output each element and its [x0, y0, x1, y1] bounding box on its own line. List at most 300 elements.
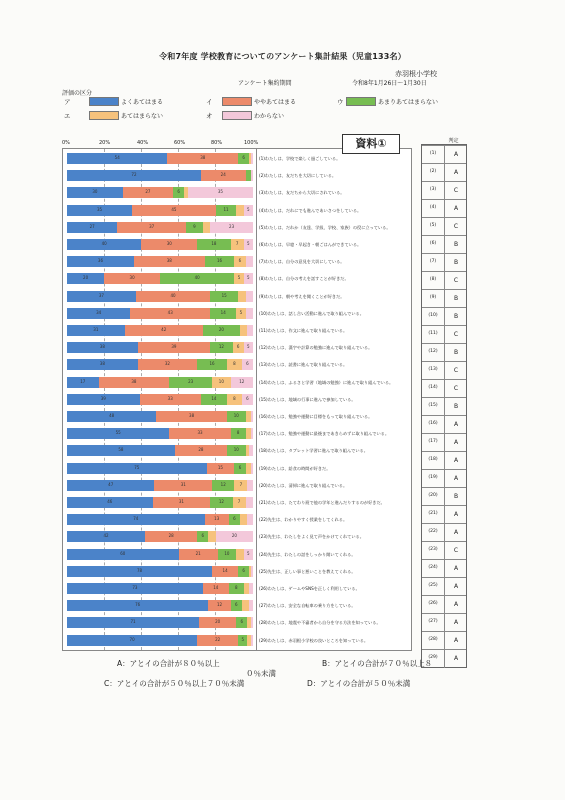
judge-item-number: (19) — [428, 475, 438, 480]
bar-segment — [251, 428, 253, 439]
bar-value-label: 37 — [149, 223, 155, 229]
bar-segment — [236, 205, 243, 216]
bar-row — [67, 222, 253, 233]
judge-item-number: (9) — [429, 295, 437, 300]
judge-row — [422, 145, 466, 164]
bar-value-label: 22 — [215, 636, 221, 642]
bar-segment — [205, 256, 235, 267]
bar-segment — [236, 549, 243, 560]
judge-row — [422, 181, 466, 200]
bar-value-label: 54 — [114, 155, 120, 160]
statement-column — [256, 148, 412, 651]
legend-letter-u: ウ — [337, 98, 344, 106]
bar-segment — [199, 617, 236, 628]
bar-segment — [231, 428, 246, 439]
bar-segment — [238, 566, 249, 577]
bar-segment — [236, 308, 245, 319]
judge-row — [422, 361, 466, 380]
bar-value-label: 24 — [220, 172, 226, 178]
judge-item-number: (1) — [429, 151, 437, 156]
judge-item-number: (17) — [428, 439, 438, 444]
statement-text: (29)わたしは、赤羽根小学校の良いところを知っている。 — [259, 637, 369, 643]
bar-value-label: 31 — [93, 327, 99, 332]
bar-segment — [67, 342, 138, 353]
bar-value-label: 76 — [135, 602, 141, 608]
judge-grade: A — [444, 506, 467, 524]
judge-row — [422, 289, 466, 308]
statement-text: (24)先生は、わたしの話をしっかり聞いてくれる。 — [259, 551, 356, 557]
bar-segment — [233, 342, 244, 353]
bar-segment — [231, 600, 242, 611]
judge-grade: A — [444, 452, 467, 470]
statement-text: (2)わたしは、友だちを大切にしている。 — [259, 173, 337, 179]
statement-text: (26)わたしは、ゲームやSNSを正しく利用している。 — [259, 586, 360, 591]
bar-segment — [167, 153, 238, 164]
bar-segment — [169, 377, 212, 388]
statement-text: (11)わたしは、作文に進んで取り組んでいる。 — [259, 328, 348, 333]
bar-row — [67, 273, 253, 284]
judge-row — [422, 271, 466, 290]
bar-value-label: 45 — [171, 206, 177, 212]
bar-value-label: 31 — [180, 481, 186, 487]
bar-segment — [67, 411, 156, 422]
judge-grade: A — [444, 146, 467, 164]
bar-segment — [251, 566, 253, 577]
bar-value-label: 10 — [233, 447, 239, 453]
judge-grade: A — [444, 560, 467, 578]
bar-segment — [67, 359, 138, 370]
statement-text: (1)わたしは、学校で楽しく過ごしている。 — [259, 156, 341, 161]
judge-grade: A — [444, 524, 467, 542]
bar-segment — [242, 600, 249, 611]
bar-segment — [134, 256, 205, 267]
bar-value-label: 16 — [209, 361, 215, 367]
bar-segment — [233, 497, 246, 508]
bar-value-label: 6 — [246, 395, 249, 401]
bar-value-label: 8 — [234, 585, 238, 590]
bar-value-label: 12 — [239, 378, 245, 384]
judge-row — [422, 397, 466, 416]
bar-value-label: 34 — [96, 309, 102, 315]
bar-value-label: 28 — [198, 447, 204, 453]
bar-segment — [160, 273, 234, 284]
judge-row — [422, 577, 466, 596]
judge-item-number: (11) — [428, 331, 438, 336]
judge-item-number: (20) — [428, 493, 438, 498]
bar-value-label: 38 — [166, 258, 172, 264]
bar-segment — [242, 359, 253, 370]
judge-item-number: (22) — [428, 529, 438, 534]
bar-segment — [208, 531, 215, 542]
bar-segment — [67, 239, 141, 250]
judge-row — [422, 217, 466, 236]
bar-value-label: 31 — [178, 499, 184, 504]
judge-row — [422, 343, 466, 362]
bar-value-label: 6 — [233, 516, 236, 522]
bar-segment — [212, 566, 238, 577]
bar-segment — [244, 273, 253, 284]
legend-letter-i: イ — [206, 98, 213, 106]
judge-item-number: (18) — [428, 457, 438, 462]
statement-text: (27)わたしは、安全な自転車の乗り方をしている。 — [259, 603, 356, 609]
bar-value-label: 30 — [129, 275, 135, 281]
statement-text: (16)わたしは、勉強や運動に目標をもって取り組んでいる。 — [259, 414, 373, 419]
judge-item-number: (25) — [428, 583, 438, 588]
bar-value-label: 42 — [161, 327, 167, 332]
judge-row — [422, 415, 466, 434]
statement-text: (28)わたしは、地震や不審者から自分を守る方法を知っている。 — [259, 620, 381, 626]
criteria-b-line2: ０％未満 — [246, 669, 276, 678]
bar-segment — [67, 428, 169, 439]
judge-item-number: (5) — [429, 223, 437, 228]
bar-row — [67, 411, 253, 422]
judge-grade: A — [444, 578, 467, 596]
judge-row — [422, 307, 466, 326]
bar-row — [67, 377, 253, 388]
judge-grade: B — [444, 290, 467, 308]
bar-value-label: 35 — [217, 189, 223, 195]
bar-value-label: 5 — [247, 241, 250, 246]
bar-segment — [67, 187, 123, 198]
bar-row — [67, 497, 253, 508]
bar-segment — [67, 222, 117, 233]
judge-grade: B — [444, 236, 467, 254]
bar-value-label: 5 — [237, 275, 241, 281]
legend-label-a: よくあてはまる — [121, 99, 164, 106]
bar-segment — [179, 549, 218, 560]
bar-value-label: 15 — [221, 292, 227, 298]
bar-value-label: 72 — [131, 172, 137, 178]
bar-segment — [251, 170, 253, 181]
bar-value-label: 38 — [189, 413, 195, 418]
statement-text: (18)わたしは、タブレット学習に進んで取り組んでいる。 — [259, 448, 368, 454]
bar-segment — [67, 273, 104, 284]
legend-swatch-e — [89, 111, 119, 120]
bar-value-label: 6 — [240, 619, 244, 625]
bar-value-label: 5 — [247, 275, 250, 281]
bar-value-label: 6 — [234, 602, 238, 608]
bar-value-label: 42 — [103, 533, 109, 539]
bar-row — [67, 256, 253, 267]
bar-value-label: 5 — [247, 206, 250, 212]
bar-value-label: 6 — [177, 189, 180, 195]
judge-row — [422, 199, 466, 218]
bar-segment — [201, 170, 246, 181]
bar-segment — [67, 463, 207, 474]
judge-grade: C — [444, 182, 467, 200]
bar-segment — [67, 377, 99, 388]
judge-row — [422, 163, 466, 182]
bar-segment — [227, 411, 246, 422]
bar-row — [67, 566, 253, 577]
bar-segment — [238, 291, 245, 302]
judge-item-number: (10) — [428, 313, 438, 318]
bar-value-label: 23 — [229, 223, 235, 229]
bar-value-label: 16 — [216, 258, 223, 264]
legend-label-o: わからない — [254, 113, 285, 120]
bar-segment — [244, 549, 253, 560]
bar-value-label: 5 — [241, 636, 245, 642]
bar-value-label: 70 — [129, 636, 135, 642]
statement-text: (20)わたしは、清掃に進んで取り組んでいる。 — [259, 482, 348, 488]
period-value: 令和8年1月26日～1月30日 — [352, 80, 427, 87]
bar-value-label: 20 — [218, 327, 224, 332]
judge-grade: B — [444, 398, 467, 416]
bar-value-label: 74 — [133, 516, 139, 522]
judge-row — [422, 523, 466, 542]
bar-segment — [247, 514, 253, 525]
bar-value-label: 12 — [216, 602, 223, 608]
school-name: 赤羽根小学校 — [395, 70, 437, 78]
judge-row — [422, 469, 466, 488]
legend-swatch-i — [222, 97, 252, 106]
statement-text: (12)わたしは、漢字や計算の勉強に進んで取り組んでいる。 — [259, 345, 373, 351]
bar-value-label: 28 — [168, 533, 174, 539]
bar-value-label: 30 — [92, 189, 98, 195]
judge-row — [422, 505, 466, 524]
judge-item-number: (29) — [428, 655, 438, 660]
bar-segment — [140, 394, 201, 405]
bar-segment — [216, 205, 236, 216]
bar-value-label: 43 — [167, 309, 173, 315]
bar-row — [67, 205, 253, 216]
bar-value-label: 14 — [220, 309, 226, 315]
bar-value-label: 20 — [83, 275, 89, 281]
bar-segment — [205, 514, 229, 525]
bar-segment — [67, 256, 134, 267]
bar-value-label: 6 — [242, 567, 245, 573]
bar-row — [67, 153, 253, 164]
bar-segment — [240, 325, 247, 336]
judge-grade: A — [444, 434, 467, 452]
bar-segment — [249, 583, 253, 594]
statement-text: (5)わたしは、だれか（友達、学級、学校、家族）の役に立っている。 — [259, 224, 391, 230]
bar-segment — [197, 359, 227, 370]
bar-row — [67, 463, 253, 474]
bar-value-label: 33 — [167, 395, 173, 401]
statement-text: (6)わたしは、早寝・早起き・朝ごはんができている。 — [259, 242, 362, 247]
bar-segment — [246, 308, 253, 319]
bar-row — [67, 480, 253, 491]
bar-segment — [125, 325, 203, 336]
bar-row — [67, 445, 253, 456]
bar-segment — [210, 222, 253, 233]
bar-segment — [123, 187, 173, 198]
bar-segment — [212, 377, 231, 388]
bar-value-label: 71 — [130, 619, 136, 625]
bar-value-label: 5 — [239, 309, 243, 315]
bar-value-label: 39 — [100, 395, 106, 401]
statement-text: (15)わたしは、地域の行事に進んで参加している。 — [259, 396, 356, 402]
legend-letter-e: エ — [64, 112, 71, 120]
bar-segment — [238, 635, 247, 646]
bar-segment — [229, 514, 240, 525]
bar-value-label: 40 — [101, 241, 107, 246]
x-tick: 100% — [244, 140, 259, 146]
bar-value-label: 8 — [233, 361, 236, 367]
judge-row — [422, 253, 466, 272]
bar-value-label: 20 — [231, 533, 237, 539]
x-tick: 80% — [211, 140, 223, 146]
bar-value-label: 38 — [99, 361, 105, 367]
bar-segment — [67, 566, 212, 577]
bar-value-label: 37 — [98, 292, 104, 298]
bar-segment — [210, 291, 238, 302]
statement-text: (9)わたしは、朝や考えを聞くことが好きだ。 — [259, 293, 345, 299]
bar-value-label: 39 — [171, 344, 177, 350]
bar-segment — [67, 480, 154, 491]
bar-value-label: 30 — [166, 241, 172, 246]
bar-value-label: 40 — [194, 275, 200, 281]
bar-value-label: 38 — [99, 344, 105, 350]
bar-segment — [203, 583, 229, 594]
bar-segment — [203, 222, 210, 233]
bar-segment — [229, 583, 244, 594]
bar-value-label: 10 — [224, 550, 230, 556]
bar-segment — [244, 239, 253, 250]
judge-grade: A — [444, 596, 467, 614]
judge-row — [422, 325, 466, 344]
bar-segment — [99, 377, 170, 388]
bar-value-label: 8 — [233, 395, 236, 401]
judge-row — [422, 613, 466, 632]
bar-value-label: 14 — [213, 585, 219, 590]
bar-segment — [156, 411, 227, 422]
bar-segment — [67, 445, 175, 456]
bar-value-label: 27 — [145, 189, 151, 195]
judge-row — [422, 235, 466, 254]
bar-value-label: 13 — [214, 516, 220, 522]
bar-value-label: 36 — [97, 258, 104, 264]
bar-row — [67, 617, 253, 628]
bar-value-label: 9 — [193, 223, 196, 229]
bar-segment — [67, 394, 140, 405]
judge-row — [422, 379, 466, 398]
bar-segment — [197, 239, 230, 250]
criteria-b-line1: B：アとイの合計が７０％以上８ — [322, 659, 433, 668]
bar-row — [67, 325, 253, 336]
bar-segment — [67, 170, 201, 181]
x-tick: 20% — [99, 140, 111, 146]
judge-grade: C — [444, 542, 467, 560]
bar-value-label: 20 — [215, 619, 221, 625]
bar-value-label: 6 — [238, 258, 242, 264]
bar-value-label: 14 — [222, 567, 228, 573]
bar-segment — [67, 325, 125, 336]
bar-segment — [247, 480, 253, 491]
criteria-d: D：アとイの合計が５０％未満 — [307, 679, 411, 688]
judge-grade: A — [444, 632, 467, 650]
bar-segment — [236, 617, 247, 628]
bar-segment — [138, 342, 211, 353]
bar-value-label: 12 — [218, 344, 224, 350]
judge-grade: B — [444, 308, 467, 326]
bar-value-label: 12 — [220, 481, 226, 487]
bar-segment — [216, 531, 253, 542]
bar-value-label: 11 — [223, 206, 229, 212]
bar-segment — [251, 463, 253, 474]
statement-text: (10)わたしは、話し合い活動に進んで取り組んでいる。 — [259, 310, 364, 316]
judge-item-number: (3) — [429, 187, 437, 192]
bar-value-label: 7 — [237, 499, 241, 504]
bar-segment — [246, 256, 253, 267]
bar-value-label: 17 — [80, 378, 86, 384]
bar-value-label: 6 — [246, 361, 249, 367]
bar-row — [67, 359, 253, 370]
bar-segment — [169, 428, 230, 439]
bar-value-label: 23 — [188, 378, 194, 384]
bar-segment — [67, 583, 203, 594]
bar-row — [67, 308, 253, 319]
bar-row — [67, 239, 253, 250]
bar-segment — [132, 205, 216, 216]
judge-table — [421, 144, 467, 668]
judge-grade: C — [444, 326, 467, 344]
statement-text: (3)わたしは、友だちから大切にされている。 — [259, 190, 345, 196]
judge-grade: A — [444, 164, 467, 182]
bar-value-label: 8 — [236, 430, 240, 436]
criteria-c: C：アとイの合計が５０％以上７０％未満 — [104, 679, 245, 688]
judge-item-number: (15) — [428, 403, 438, 408]
legend-swatch-a — [89, 97, 119, 106]
bar-segment — [227, 445, 246, 456]
bar-segment — [197, 531, 208, 542]
judge-row — [422, 559, 466, 578]
bar-segment — [67, 497, 153, 508]
bar-segment — [251, 153, 253, 164]
judge-item-number: (21) — [428, 511, 438, 516]
judge-grade: B — [444, 488, 467, 506]
bar-value-label: 6 — [238, 464, 242, 470]
bar-value-label: 38 — [131, 378, 137, 384]
bar-segment — [212, 480, 234, 491]
bar-segment — [136, 291, 210, 302]
bar-value-label: 46 — [107, 499, 113, 504]
bar-value-label: 58 — [118, 447, 124, 453]
bar-segment — [153, 497, 211, 508]
judge-grade: A — [444, 470, 467, 488]
bar-segment — [234, 273, 243, 284]
criteria-a: A：アとイの合計が８０％以上 — [117, 659, 220, 668]
statement-text: (7)わたしは、自分の意見を大切にしている。 — [259, 259, 345, 265]
bar-segment — [249, 600, 253, 611]
legend-letter-o: オ — [206, 112, 213, 120]
bar-value-label: 7 — [239, 481, 243, 487]
bar-segment — [208, 600, 230, 611]
judge-grade: A — [444, 614, 467, 632]
bar-segment — [227, 359, 242, 370]
bar-value-label: 6 — [236, 344, 240, 350]
statement-text: (25)先生は、正しい事と悪いことを教えてくれる。 — [259, 568, 356, 574]
bar-segment — [231, 239, 244, 250]
bar-row — [67, 428, 253, 439]
bar-value-label: 32 — [164, 361, 170, 367]
bar-segment — [231, 377, 253, 388]
bar-value-label: 10 — [233, 413, 239, 418]
bar-value-label: 6 — [242, 155, 245, 160]
bar-value-label: 5 — [247, 344, 250, 350]
judge-grade: A — [444, 416, 467, 434]
legend-swatch-o — [222, 111, 252, 120]
judge-header: 判定 — [448, 138, 459, 144]
bar-segment — [210, 342, 232, 353]
bar-value-label: 7 — [235, 241, 239, 246]
bar-segment — [67, 600, 208, 611]
bar-segment — [246, 291, 253, 302]
statement-text: (14)わたしは、ふるさと学習（地域の勉強）に進んで取り組んでいる。 — [259, 379, 394, 385]
bar-segment — [67, 617, 199, 628]
statement-text: (23)先生は、わたしをよく見て声をかけてくれている。 — [259, 534, 364, 540]
